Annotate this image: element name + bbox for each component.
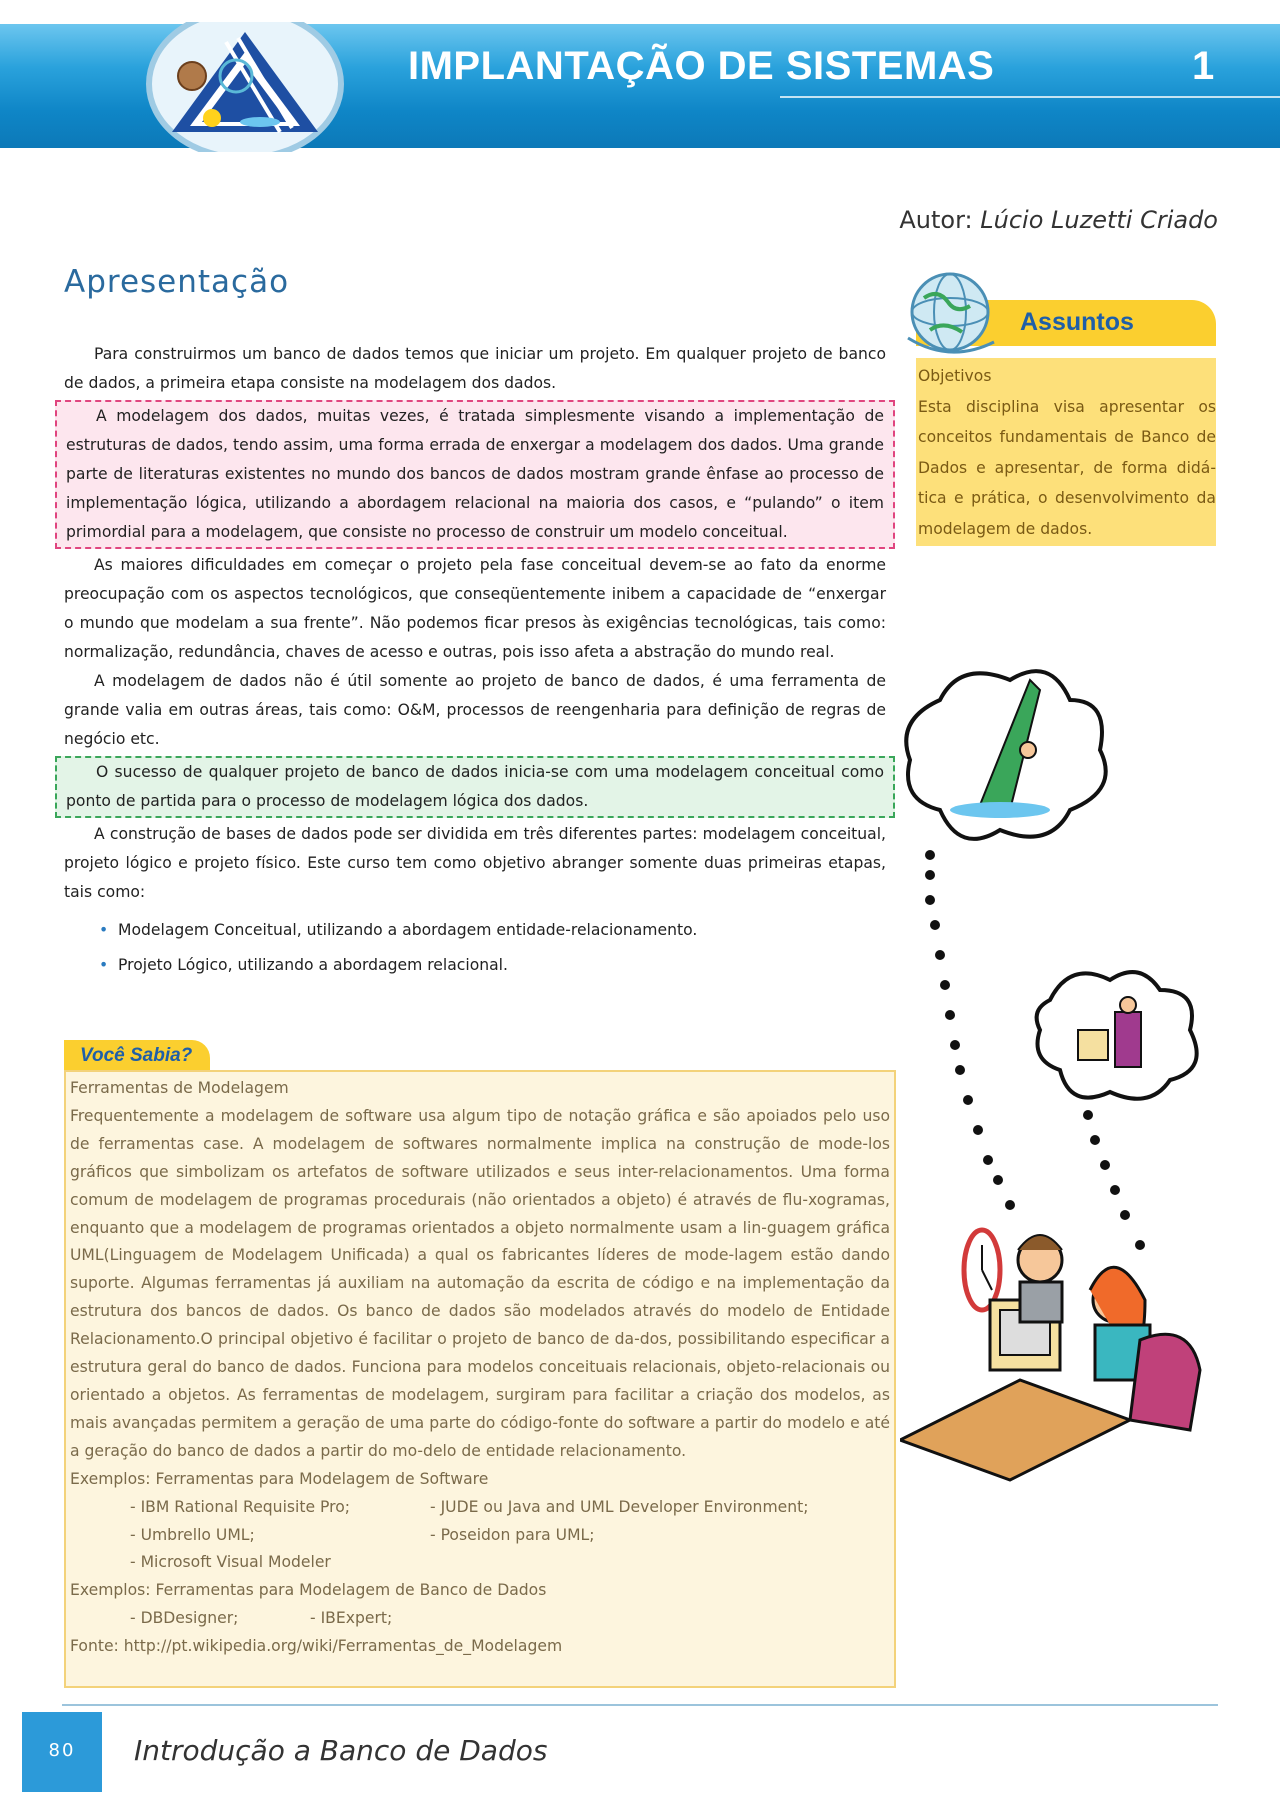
paragraph-5: O sucesso de qualquer projeto de banco de dados inicia-se com uma modelagem conceitual como ponto de partida para o processo de modelagem lógica dos dados. xyxy=(66,763,884,810)
list-item: - IBExpert; xyxy=(310,1609,393,1628)
highlight-box-pink xyxy=(55,400,895,549)
list-item: - Microsoft Visual Modeler xyxy=(130,1553,331,1572)
chapter-number: 1 xyxy=(1192,44,1215,88)
voce-sabia-heading: Ferramentas de Modelagem xyxy=(70,1079,289,1097)
chapter-title: IMPLANTAÇÃO DE SISTEMAS xyxy=(408,44,995,88)
software-tools-row xyxy=(70,1494,890,1522)
paragraph-1: Para construirmos um banco de dados temos que iniciar um projeto. Em qualquer projeto de banco de dados, a primeira etapa consiste na modelagem dos dados. xyxy=(64,345,886,392)
voce-sabia-text: Frequentemente a modelagem de software usa algum tipo de notação gráfica e são apoiados pelo uso de ferramentas case. A modelagem de softwares normalmente implica na construção de mode-los gráficos que simbolizam os artefatos de software utilizados e seus inter-relacionamentos. Uma forma comum de modelagem de programas procedurais (não orientados a objeto) é através de flu-xogramas, enquanto que a modelagem de programas orientados a objeto normalmente usam a lin-guagem gráfica UML(Linguagem de Modelagem Unificada) a qual os fabricantes líderes de mode-lagem estão dando suporte. Algumas ferramentas já auxiliam na automação da escrita de código e na implementação da estrutura dos bancos de dados. Os banco de dados são modelados através do modelo de Entidade Relacionamento.O principal objetivo é facilitar o projeto de banco de da-dos, possibilitando especificar a estrutura geral do banco de dados. Funciona para modelos conceituais relacionais, objeto-relacionais ou orientado a objetos. As ferramentas de modelagem, surgiram para facilitar a criação dos modelos, as mais avançadas permitem a geração de uma parte do código-fonte do software a partir do modelo e até a geração do banco de dados a partir do mo-delo de entidade relacionamento. xyxy=(70,1106,890,1460)
main-text xyxy=(64,340,886,983)
voce-sabia-title: Você Sabia? xyxy=(80,1045,193,1066)
bullet-list xyxy=(64,913,886,983)
list-item: - DBDesigner; xyxy=(130,1609,239,1628)
db-tools-label: Exemplos: Ferramentas para Modelagem de Banco de Dados xyxy=(70,1581,547,1600)
highlight-box-green xyxy=(55,756,895,818)
author-name: Lúcio Luzetti Criado xyxy=(980,206,1218,234)
section-title: Apresentação xyxy=(64,264,290,300)
paragraph-4: A modelagem de dados não é útil somente ao projeto de banco de dados, é uma ferramenta de grande valia em outras áreas, tais como: O&M, processos de reengenharia para definição de regras de negócio etc. xyxy=(64,672,886,748)
software-tools-label: Exemplos: Ferramentas para Modelagem de Software xyxy=(70,1469,489,1488)
globe-icon xyxy=(904,268,996,360)
db-tools-row xyxy=(70,1605,890,1633)
logo-icon xyxy=(140,22,350,152)
header-divider xyxy=(780,96,1280,98)
footer-book-title: Introdução a Banco de Dados xyxy=(134,1734,548,1767)
paragraph-6: A construção de bases de dados pode ser dividida em três diferentes partes: modelagem conceitual, projeto lógico e projeto físico. Este curso tem como objetivo abranger somente duas primeiras etapas, tais como: xyxy=(64,825,886,901)
paragraph-3: As maiores dificuldades em começar o projeto pela fase conceitual devem-se ao fato da enorme preocupação com os aspectos tecnológicos, que conseqüentemente inibem a capacidade de “enxergar o mundo que modelam a sua frente”. Não podemos ficar presos às exigências tecnológicas, tais como: normalização, redundância, chaves de acesso e outras, pois isso afeta a abstração do mundo real. xyxy=(64,556,886,661)
author-label: Autor: xyxy=(899,206,973,234)
list-item: • Modelagem Conceitual, utilizando a abordagem entidade-relacionamento. xyxy=(64,913,886,948)
list-item: - Poseidon para UML; xyxy=(430,1525,595,1544)
thinking-illustration xyxy=(900,660,1240,1520)
paragraph-2: A modelagem dos dados, muitas vezes, é tratada simplesmente visando a implementação de estruturas de dados, tendo assim, uma forma errada de enxergar a modelagem dos dados. Uma grande parte de literaturas existentes no mundo dos bancos de dados mostram grande ênfase ao processo de implementação lógica, utilizando a abordagem relacional na maioria dos casos, e “pulando” o item primordial para a modelagem, que consiste no processo de construir um modelo conceitual. xyxy=(66,407,884,541)
list-item: - IBM Rational Requisite Pro; xyxy=(130,1497,351,1516)
assuntos-title: Assuntos xyxy=(1020,308,1134,336)
assuntos-body xyxy=(918,361,1216,544)
source-link: Fonte: http://pt.wikipedia.org/wiki/Ferramentas_de_Modelagem xyxy=(70,1637,563,1656)
assuntos-heading: Objetivos xyxy=(918,367,992,385)
author-line xyxy=(899,206,1218,234)
page-number: 80 xyxy=(48,1740,76,1761)
voce-sabia-body xyxy=(70,1075,890,1661)
assuntos-text: Esta disciplina visa apresentar os conceitos fundamentais de Banco de Dados e apresentar, de forma didá-tica e prática, o desenvolvimento da modelagem de dados. xyxy=(918,397,1216,538)
voce-sabia-tab xyxy=(64,1040,210,1074)
list-item: • Projeto Lógico, utilizando a abordagem relacional. xyxy=(64,948,886,983)
list-item: - Umbrello UML; xyxy=(130,1525,255,1544)
software-tools-row xyxy=(70,1522,890,1550)
list-item: - JUDE ou Java and UML Developer Environment; xyxy=(430,1497,809,1516)
page-number-badge xyxy=(22,1712,102,1792)
footer-divider xyxy=(62,1704,1218,1706)
